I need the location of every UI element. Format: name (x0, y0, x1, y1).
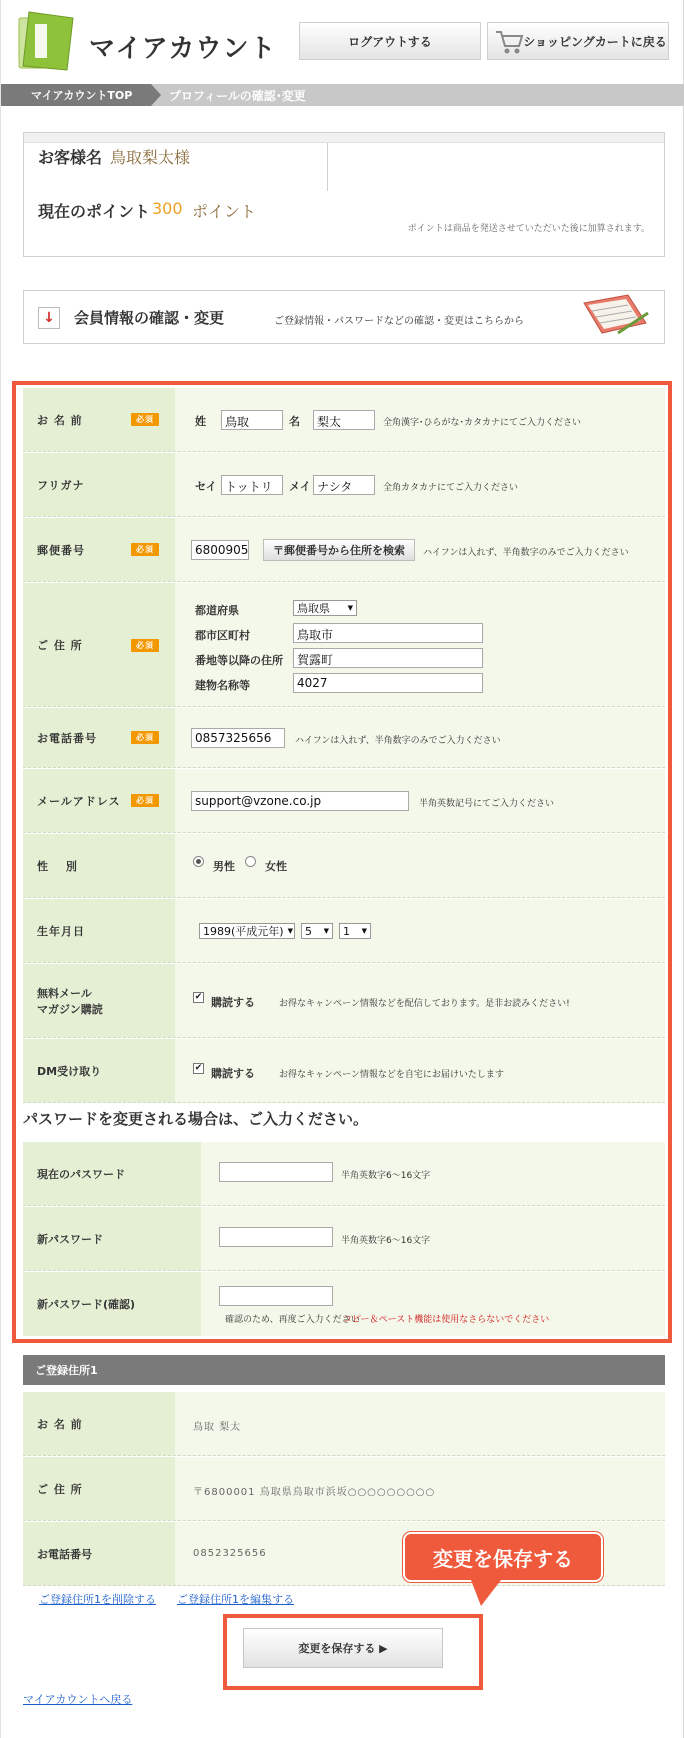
required-badge: 必須 (131, 639, 159, 652)
kana-mei-label: メイ (289, 480, 311, 493)
kana-sei-input[interactable]: トットリ (221, 475, 283, 495)
address-row (23, 583, 665, 707)
new-password-row (23, 1207, 665, 1271)
zip-search-button[interactable]: 〒郵便番号から住所を検索 (263, 539, 415, 561)
gender-female-radio[interactable] (245, 856, 256, 867)
divider (327, 143, 328, 191)
magazine-note: お得なキャンペーン情報などを配信しております。是非お読みください! (279, 999, 570, 1009)
birth-day-value: 1 (343, 924, 350, 938)
street-label: 番地等以降の住所 (195, 654, 283, 667)
delete-address-link[interactable]: ご登録住所1を削除する (39, 1593, 156, 1606)
current-password-input[interactable] (219, 1162, 333, 1182)
kana-label: フリガナ (23, 453, 175, 516)
zip-row (23, 518, 665, 582)
dm-label: DM受け取り (23, 1039, 175, 1102)
gender-female-label: 女性 (265, 860, 287, 873)
pref-value: 鳥取県 (297, 602, 330, 615)
magazine-check-label: 購読する (211, 996, 255, 1009)
kana-row (23, 453, 665, 517)
phone-label: お電話番号 必須 (23, 708, 175, 767)
required-badge: 必須 (131, 543, 159, 556)
customer-summary (23, 132, 665, 257)
name-note: 全角漢字･ひらがな･カタカナにてご入力ください (383, 418, 582, 428)
page-title: マイアカウント (89, 34, 277, 64)
reg-address-label: ご 住 所 (23, 1457, 175, 1520)
gender-male-radio[interactable] (193, 856, 204, 867)
kana-sei-label: セイ (195, 480, 217, 493)
magazine-row (23, 964, 665, 1038)
breadcrumb-current: プロフィールの確認･変更 (169, 88, 306, 103)
birth-year-value: 1989(平成元年) (203, 925, 284, 938)
required-badge: 必須 (131, 794, 159, 807)
points-label: 現在のポイント (38, 202, 151, 221)
birth-month-select[interactable] (301, 923, 333, 939)
points-note: ポイントは商品を発送させていただいた後に加算されます。 (407, 224, 650, 234)
customer-name: 鳥取梨太様 (110, 148, 191, 167)
reg-name-label: お 名 前 (23, 1392, 175, 1455)
new-password-label: 新パスワード (23, 1207, 201, 1270)
required-badge: 必須 (131, 731, 159, 744)
current-password-note: 半角英数字6～16文字 (341, 1171, 431, 1181)
city-input[interactable]: 鳥取市 (293, 623, 483, 643)
dm-checkbox[interactable]: ✔ (194, 1063, 203, 1073)
phone-row (23, 708, 665, 768)
confirm-password-note: 確認のため、再度ご入力ください (225, 1315, 360, 1325)
breadcrumb-top-link[interactable]: マイアカウントTOP (1, 84, 151, 106)
reg-name-value: 鳥取 梨太 (193, 1422, 242, 1433)
birth-month-value: 5 (305, 924, 312, 938)
name-label: お 名 前 必須 (23, 388, 175, 451)
points-value: 300 (152, 199, 183, 218)
callout-tail (471, 1580, 501, 1606)
sei-label: 姓 (195, 415, 206, 428)
chevron-down-icon: ▼ (347, 604, 353, 612)
down-arrow-icon: ↓ (38, 307, 60, 329)
phone-note: ハイフンは入れず、半角数字のみでご入力ください (295, 736, 501, 746)
reg-phone-label: お電話番号 (23, 1522, 175, 1585)
member-info-bar (23, 290, 665, 344)
password-section-title: パスワードを変更される場合は、ご入力ください。 (23, 1110, 369, 1128)
edit-address-link[interactable]: ご登録住所1を編集する (177, 1593, 294, 1606)
dm-row (23, 1039, 665, 1103)
dm-note: お得なキャンペーン情報などを自宅にお届けいたします (279, 1070, 504, 1080)
confirm-password-row (23, 1272, 665, 1336)
mei-label: 名 (289, 415, 300, 428)
magazine-label-line1: 無料メール (37, 986, 92, 1000)
phone-input[interactable]: 0857325656 (191, 728, 285, 748)
back-to-cart-label: ショッピングカートに戻る (523, 34, 667, 49)
email-row (23, 769, 665, 833)
reg-name-row (23, 1392, 665, 1456)
chevron-down-icon: ▼ (323, 927, 329, 935)
confirm-password-warning: コピー＆ペースト機能は使用なさらないでください (343, 1315, 550, 1325)
cart-icon (494, 28, 524, 59)
zip-note: ハイフンは入れず、半角数字のみでご入力ください (423, 548, 629, 558)
required-badge: 必須 (131, 413, 159, 426)
kana-note: 全角カタカナにてご入力ください (383, 483, 519, 493)
save-callout: 変更を保存する (403, 1532, 603, 1582)
back-to-account-link[interactable]: マイアカウントへ戻る (23, 1693, 133, 1706)
zip-label: 郵便番号 必須 (23, 518, 175, 581)
pref-label: 都道府県 (195, 604, 239, 617)
gender-label: 性 別 (23, 834, 175, 897)
street-input[interactable]: 賀露町 (293, 648, 483, 668)
birthday-row (23, 899, 665, 963)
city-label: 郡市区町村 (195, 629, 250, 642)
pref-select[interactable] (293, 600, 357, 616)
back-to-cart-button[interactable] (487, 22, 669, 60)
gender-male-label: 男性 (213, 860, 235, 873)
current-password-row (23, 1142, 665, 1206)
points-unit: ポイント (192, 202, 257, 221)
customer-name-label: お客様名 (38, 148, 103, 167)
birthday-label: 生年月日 (23, 899, 175, 962)
kana-mei-input[interactable]: ナシタ (313, 475, 375, 495)
reg-phone-value: 0852325656 (193, 1548, 267, 1559)
member-info-title: 会員情報の確認・変更 (74, 309, 225, 327)
breadcrumb-separator (151, 84, 161, 106)
new-password-note: 半角英数字6～16文字 (341, 1236, 431, 1246)
customer-summary-top (24, 133, 664, 143)
breadcrumb (1, 84, 684, 106)
magazine-checkbox[interactable]: ✔ (194, 992, 203, 1002)
name-row (23, 388, 665, 452)
notebook-icon (578, 293, 652, 344)
logo-folder-icon (15, 10, 77, 74)
registered-address-header: ご登録住所1 (23, 1355, 665, 1385)
reg-address-row (23, 1457, 665, 1521)
member-info-desc: ご登録情報・パスワードなどの確認・変更はこちらから (274, 316, 524, 327)
email-input[interactable]: support@vzone.co.jp (191, 791, 409, 811)
confirm-password-input[interactable] (219, 1286, 333, 1306)
dm-check-label: 購読する (211, 1067, 255, 1080)
new-password-input[interactable] (219, 1227, 333, 1247)
logout-button[interactable]: ログアウトする (299, 22, 481, 60)
building-label: 建物名称等 (195, 679, 250, 692)
gender-row (23, 834, 665, 898)
save-button[interactable]: 変更を保存する ▶ (243, 1628, 443, 1668)
email-note: 半角英数記号にてご入力ください (419, 799, 555, 809)
building-input[interactable]: 4027 (293, 673, 483, 693)
reg-address-value: 〒6800001 鳥取県鳥取市浜坂○○○○○○○○○ (193, 1487, 436, 1498)
zip-input[interactable]: 6800905 (191, 540, 249, 560)
current-password-label: 現在のパスワード (23, 1142, 201, 1205)
sei-input[interactable]: 鳥取 (221, 410, 283, 430)
confirm-password-label: 新パスワード(確認) (23, 1272, 201, 1336)
birth-day-select[interactable] (339, 923, 371, 939)
address-label: ご 住 所 必須 (23, 583, 175, 706)
magazine-label-line2: マガジン購読 (37, 1002, 103, 1016)
chevron-down-icon: ▼ (287, 927, 293, 935)
magazine-label (23, 964, 175, 1037)
birth-year-select[interactable] (199, 923, 295, 939)
mei-input[interactable]: 梨太 (313, 410, 375, 430)
chevron-down-icon: ▼ (361, 927, 367, 935)
email-label: メールアドレス 必須 (23, 769, 175, 832)
